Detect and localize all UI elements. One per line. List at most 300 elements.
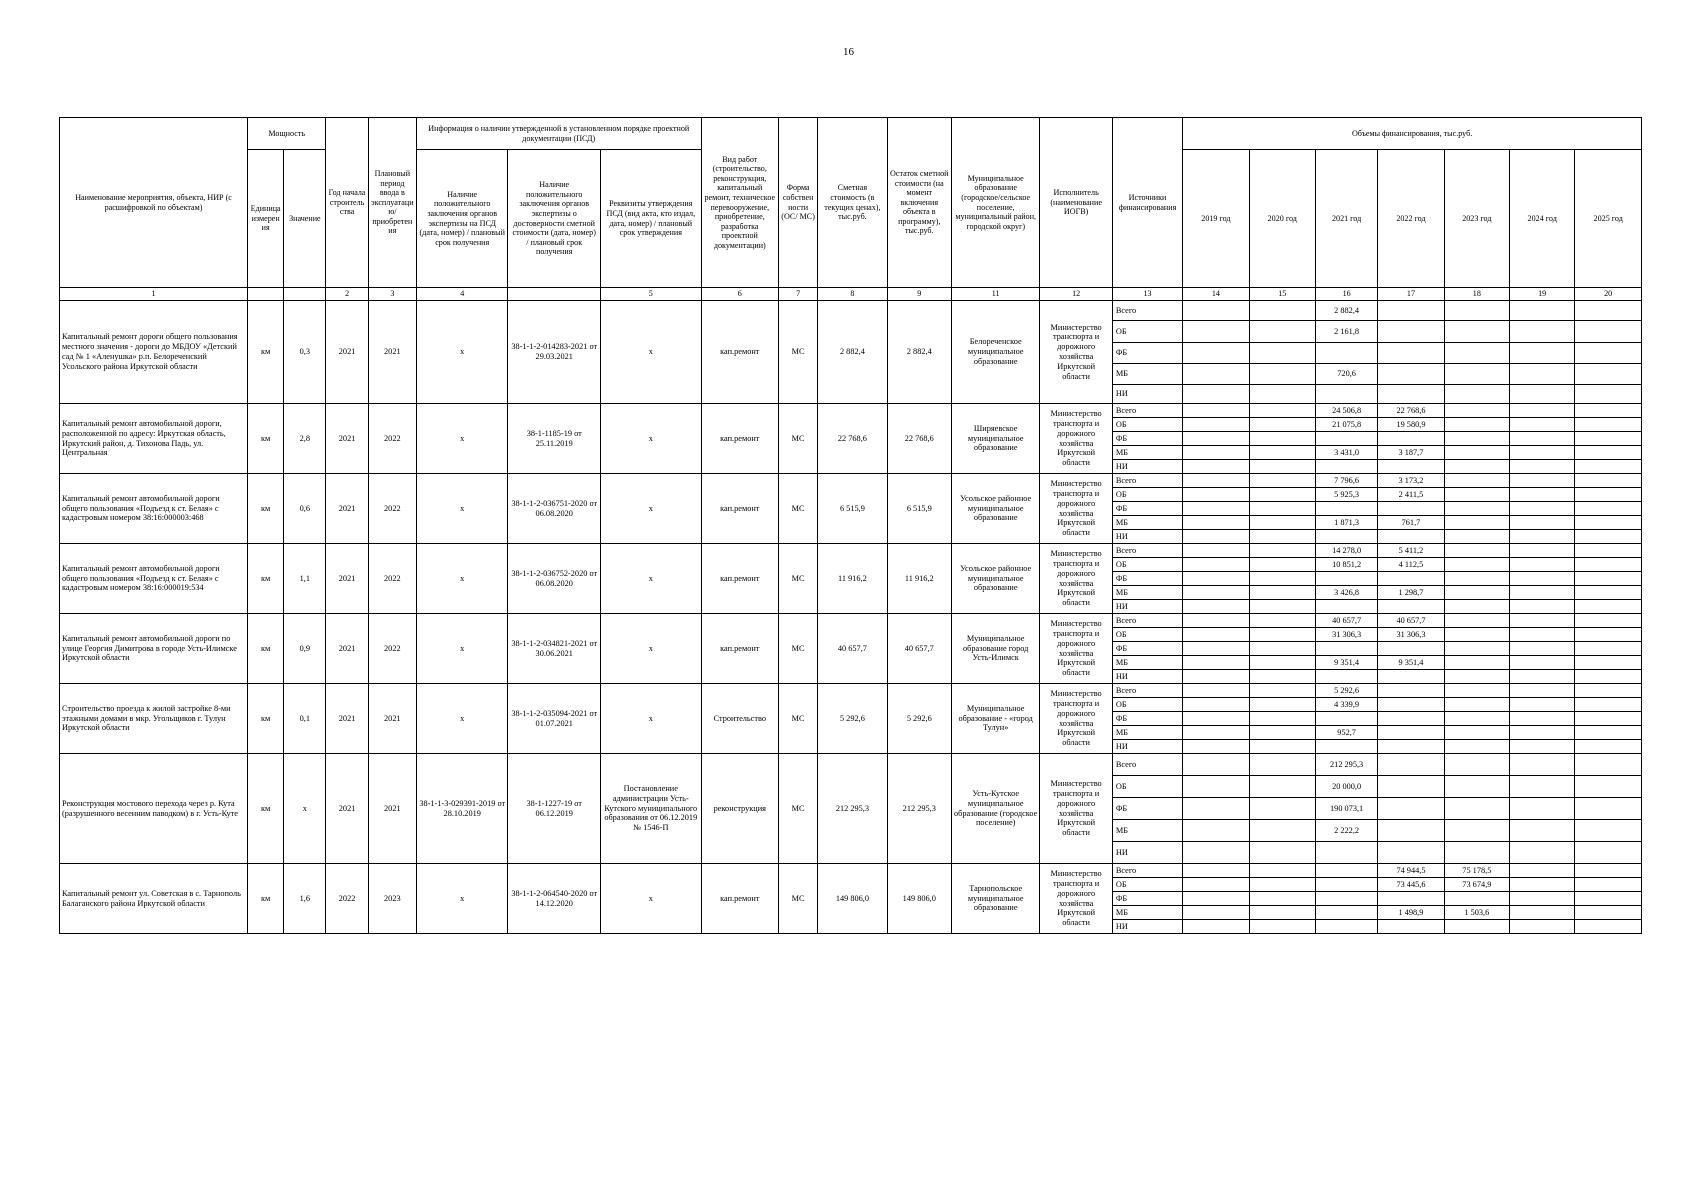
table-row bbox=[60, 684, 1642, 698]
funding-amount: 9 351,4 bbox=[1315, 656, 1377, 670]
funding-amount bbox=[1444, 488, 1509, 502]
funding-amount bbox=[1183, 726, 1249, 740]
funding-amount bbox=[1510, 864, 1575, 878]
funding-amount bbox=[1315, 864, 1377, 878]
page-number: 16 bbox=[843, 46, 854, 58]
funding-amount bbox=[1183, 684, 1249, 698]
funding-amount bbox=[1444, 586, 1509, 600]
column-number: 13 bbox=[1112, 288, 1182, 301]
funding-amount bbox=[1315, 343, 1377, 364]
funding-amount bbox=[1575, 740, 1642, 754]
funding-amount bbox=[1444, 474, 1509, 488]
psd-expertise-cell: х bbox=[416, 684, 508, 754]
funding-source-label: ОБ bbox=[1112, 321, 1182, 343]
funding-amount: 14 278,0 bbox=[1315, 544, 1377, 558]
column-number: 16 bbox=[1315, 288, 1377, 301]
funding-source-label: ОБ bbox=[1112, 878, 1182, 892]
funding-amount bbox=[1444, 670, 1509, 684]
header-sources: Источники финансирования bbox=[1112, 118, 1182, 288]
table-row bbox=[60, 864, 1642, 878]
funding-source-label: НИ bbox=[1112, 385, 1182, 404]
funding-amount bbox=[1378, 364, 1444, 385]
funding-amount bbox=[1378, 776, 1444, 798]
psd-approval-cell: х bbox=[600, 614, 701, 684]
funding-amount: 2 222,2 bbox=[1315, 820, 1377, 842]
funding-amount bbox=[1510, 754, 1575, 776]
funding-amount: 761,7 bbox=[1378, 516, 1444, 530]
funding-amount bbox=[1444, 404, 1509, 418]
year-start-cell: 2021 bbox=[326, 474, 368, 544]
planned-period-cell: 2023 bbox=[368, 864, 416, 934]
funding-amount bbox=[1378, 842, 1444, 864]
funding-amount bbox=[1575, 404, 1642, 418]
funding-amount bbox=[1249, 364, 1315, 385]
estimated-cost-cell: 11 916,2 bbox=[818, 544, 887, 614]
column-number: 19 bbox=[1510, 288, 1575, 301]
value-cell: 0,6 bbox=[284, 474, 326, 544]
funding-source-label: МБ bbox=[1112, 656, 1182, 670]
object-name: Строительство проезда к жилой застройке 8-ми этажными домами в мкр. Угольщиков г. Тулун Иркутской области bbox=[60, 684, 248, 754]
municipality-cell: Муниципальное образование город Усть-Илимск bbox=[951, 614, 1039, 684]
funding-amount bbox=[1575, 920, 1642, 934]
funding-source-label: ФБ bbox=[1112, 502, 1182, 516]
column-number: 14 bbox=[1183, 288, 1249, 301]
funding-amount bbox=[1183, 572, 1249, 586]
funding-amount bbox=[1378, 754, 1444, 776]
header-psd-group: Информация о наличии утвержденной в установленном порядке проектной документации (ПСД) bbox=[416, 118, 701, 150]
funding-amount bbox=[1510, 712, 1575, 726]
psd-expertise-cell: 38-1-1-3-029391-2019 от 28.10.2019 bbox=[416, 754, 508, 864]
funding-amount bbox=[1249, 600, 1315, 614]
remaining-cost-cell: 11 916,2 bbox=[887, 544, 951, 614]
funding-amount bbox=[1315, 906, 1377, 920]
work-type-cell: кап.ремонт bbox=[701, 404, 778, 474]
funding-amount: 1 298,7 bbox=[1378, 586, 1444, 600]
unit-cell: км bbox=[248, 544, 284, 614]
funding-amount bbox=[1378, 670, 1444, 684]
funding-amount bbox=[1510, 418, 1575, 432]
funding-amount bbox=[1510, 572, 1575, 586]
funding-amount bbox=[1183, 502, 1249, 516]
funding-amount bbox=[1575, 488, 1642, 502]
psd-expertise-cell: х bbox=[416, 864, 508, 934]
column-number: 4 bbox=[416, 288, 508, 301]
value-cell: 0,9 bbox=[284, 614, 326, 684]
table-row bbox=[60, 404, 1642, 418]
funding-amount bbox=[1510, 364, 1575, 385]
estimated-cost-cell: 6 515,9 bbox=[818, 474, 887, 544]
funding-amount bbox=[1378, 892, 1444, 906]
funding-amount bbox=[1510, 614, 1575, 628]
funding-amount bbox=[1249, 321, 1315, 343]
funding-amount: 4 112,5 bbox=[1378, 558, 1444, 572]
work-type-cell: кап.ремонт bbox=[701, 474, 778, 544]
funding-amount: 2 882,4 bbox=[1315, 301, 1377, 321]
funding-amount bbox=[1183, 474, 1249, 488]
funding-amount bbox=[1249, 614, 1315, 628]
header-year-2019: 2019 год bbox=[1183, 150, 1249, 288]
funding-amount bbox=[1575, 385, 1642, 404]
funding-amount bbox=[1575, 446, 1642, 460]
funding-amount: 5 292,6 bbox=[1315, 684, 1377, 698]
funding-amount bbox=[1510, 920, 1575, 934]
funding-amount bbox=[1510, 404, 1575, 418]
funding-amount bbox=[1510, 684, 1575, 698]
funding-amount bbox=[1444, 892, 1509, 906]
funding-amount: 5 411,2 bbox=[1378, 544, 1444, 558]
cost-expertise-cell: 38-1-1-2-036752-2020 от 06.08.2020 bbox=[508, 544, 601, 614]
funding-amount bbox=[1444, 418, 1509, 432]
funding-source-label: Всего bbox=[1112, 474, 1182, 488]
funding-amount bbox=[1444, 776, 1509, 798]
funding-amount bbox=[1183, 698, 1249, 712]
psd-approval-cell: х bbox=[600, 404, 701, 474]
column-number: 8 bbox=[818, 288, 887, 301]
planned-period-cell: 2021 bbox=[368, 754, 416, 864]
funding-source-label: МБ bbox=[1112, 726, 1182, 740]
funding-amount bbox=[1183, 878, 1249, 892]
table-body bbox=[60, 301, 1642, 934]
funding-amount bbox=[1444, 600, 1509, 614]
funding-amount bbox=[1378, 726, 1444, 740]
funding-amount bbox=[1575, 776, 1642, 798]
funding-amount bbox=[1510, 628, 1575, 642]
header-year-2021: 2021 год bbox=[1315, 150, 1377, 288]
funding-amount bbox=[1378, 820, 1444, 842]
funding-amount bbox=[1444, 920, 1509, 934]
funding-amount: 1 503,6 bbox=[1444, 906, 1509, 920]
funding-amount bbox=[1249, 516, 1315, 530]
header-remaining-cost: Остаток сметной стоимости (на момент включения объекта в программу), тыс.руб. bbox=[887, 118, 951, 288]
funding-amount bbox=[1510, 740, 1575, 754]
funding-amount bbox=[1315, 642, 1377, 656]
funding-source-label: МБ bbox=[1112, 364, 1182, 385]
funding-amount bbox=[1510, 301, 1575, 321]
executor-cell: Министерство транспорта и дорожного хозяйства Иркутской области bbox=[1040, 301, 1112, 404]
column-number: 2 bbox=[326, 288, 368, 301]
planned-period-cell: 2022 bbox=[368, 614, 416, 684]
estimated-cost-cell: 40 657,7 bbox=[818, 614, 887, 684]
funding-amount bbox=[1249, 572, 1315, 586]
funding-amount bbox=[1575, 698, 1642, 712]
funding-amount bbox=[1575, 712, 1642, 726]
funding-amount bbox=[1183, 600, 1249, 614]
funding-amount bbox=[1249, 656, 1315, 670]
funding-amount bbox=[1444, 614, 1509, 628]
table-row bbox=[60, 544, 1642, 558]
cost-expertise-cell: 38-1-1-2-035094-2021 от 01.07.2021 bbox=[508, 684, 601, 754]
funding-source-label: НИ bbox=[1112, 740, 1182, 754]
funding-amount: 4 339,9 bbox=[1315, 698, 1377, 712]
funding-amount bbox=[1315, 892, 1377, 906]
funding-amount: 75 178,5 bbox=[1444, 864, 1509, 878]
object-name: Капитальный ремонт автомобильной дороги общего пользования «Подъезд к ст. Белая» с кадастровым номером 38:16:000003:468 bbox=[60, 474, 248, 544]
funding-amount: 952,7 bbox=[1315, 726, 1377, 740]
funding-amount: 1 871,3 bbox=[1315, 516, 1377, 530]
header-capacity: Мощность bbox=[248, 118, 326, 150]
executor-cell: Министерство транспорта и дорожного хозяйства Иркутской области bbox=[1040, 404, 1112, 474]
funding-amount bbox=[1444, 842, 1509, 864]
funding-amount bbox=[1378, 642, 1444, 656]
object-name: Капитальный ремонт автомобильной дороги, расположенной по адресу: Иркутская область, Иркутский район, д. Тихонова Падь, ул. Центральная bbox=[60, 404, 248, 474]
header-executor: Исполнитель (наименование ИОГВ) bbox=[1040, 118, 1112, 288]
value-cell: 2,8 bbox=[284, 404, 326, 474]
funding-amount bbox=[1183, 460, 1249, 474]
funding-amount bbox=[1183, 530, 1249, 544]
funding-amount bbox=[1575, 642, 1642, 656]
column-number: 15 bbox=[1249, 288, 1315, 301]
year-start-cell: 2022 bbox=[326, 864, 368, 934]
header-year-2024: 2024 год bbox=[1510, 150, 1575, 288]
funding-amount bbox=[1378, 740, 1444, 754]
municipality-cell: Белореченское муниципальное образование bbox=[951, 301, 1039, 404]
funding-amount bbox=[1378, 600, 1444, 614]
funding-amount bbox=[1575, 864, 1642, 878]
cost-expertise-cell: 38-1-1-2-034821-2021 от 30.06.2021 bbox=[508, 614, 601, 684]
funding-amount bbox=[1510, 558, 1575, 572]
cost-expertise-cell: 38-1-1-2-036751-2020 от 06.08.2020 bbox=[508, 474, 601, 544]
column-number: 11 bbox=[951, 288, 1039, 301]
funding-amount bbox=[1249, 906, 1315, 920]
object-name: Капитальный ремонт дороги общего пользования местного значения - дороги до МБДОУ «Детский сад № 1 «Аленушка» р.п. Белореченский Усольского района Иркутской области bbox=[60, 301, 248, 404]
value-cell: 0,3 bbox=[284, 301, 326, 404]
column-number: 3 bbox=[368, 288, 416, 301]
funding-source-label: ФБ bbox=[1112, 432, 1182, 446]
funding-amount bbox=[1444, 321, 1509, 343]
funding-amount: 3 431,0 bbox=[1315, 446, 1377, 460]
funding-source-label: НИ bbox=[1112, 920, 1182, 934]
planned-period-cell: 2022 bbox=[368, 404, 416, 474]
funding-amount: 20 000,0 bbox=[1315, 776, 1377, 798]
funding-amount bbox=[1378, 684, 1444, 698]
funding-amount bbox=[1575, 878, 1642, 892]
funding-amount bbox=[1249, 460, 1315, 474]
funding-amount bbox=[1444, 628, 1509, 642]
remaining-cost-cell: 212 295,3 bbox=[887, 754, 951, 864]
header-cost-expertise: Наличие положительного заключения органов экспертизы о достоверности сметной стоимости (дата, номер) / плановый срок получения bbox=[508, 150, 601, 288]
funding-source-label: НИ bbox=[1112, 842, 1182, 864]
funding-amount: 21 075,8 bbox=[1315, 418, 1377, 432]
funding-amount bbox=[1315, 572, 1377, 586]
funding-amount bbox=[1249, 446, 1315, 460]
funding-amount bbox=[1183, 404, 1249, 418]
funding-amount bbox=[1510, 656, 1575, 670]
funding-source-label: ОБ bbox=[1112, 776, 1182, 798]
value-cell: х bbox=[284, 754, 326, 864]
funding-amount bbox=[1378, 698, 1444, 712]
funding-amount bbox=[1249, 798, 1315, 820]
funding-amount: 212 295,3 bbox=[1315, 754, 1377, 776]
column-number-row bbox=[60, 288, 1642, 301]
funding-amount bbox=[1378, 385, 1444, 404]
funding-amount bbox=[1575, 798, 1642, 820]
funding-amount bbox=[1510, 530, 1575, 544]
municipality-cell: Тарнопольское муниципальное образование bbox=[951, 864, 1039, 934]
funding-amount bbox=[1575, 842, 1642, 864]
funding-amount bbox=[1575, 343, 1642, 364]
table-row bbox=[60, 614, 1642, 628]
funding-amount bbox=[1315, 920, 1377, 934]
funding-amount: 24 506,8 bbox=[1315, 404, 1377, 418]
funding-amount bbox=[1183, 544, 1249, 558]
estimated-cost-cell: 5 292,6 bbox=[818, 684, 887, 754]
funding-amount bbox=[1510, 474, 1575, 488]
funding-amount: 3 173,2 bbox=[1378, 474, 1444, 488]
funding-amount bbox=[1315, 460, 1377, 474]
estimated-cost-cell: 149 806,0 bbox=[818, 864, 887, 934]
ownership-cell: МС bbox=[779, 301, 818, 404]
funding-amount bbox=[1249, 820, 1315, 842]
funding-amount bbox=[1575, 544, 1642, 558]
unit-cell: км bbox=[248, 301, 284, 404]
funding-amount bbox=[1315, 385, 1377, 404]
funding-amount bbox=[1315, 530, 1377, 544]
funding-amount bbox=[1444, 385, 1509, 404]
work-type-cell: кап.ремонт bbox=[701, 614, 778, 684]
funding-amount bbox=[1510, 698, 1575, 712]
funding-amount bbox=[1575, 572, 1642, 586]
funding-amount bbox=[1183, 656, 1249, 670]
funding-source-label: МБ bbox=[1112, 516, 1182, 530]
header-year-2020: 2020 год bbox=[1249, 150, 1315, 288]
estimated-cost-cell: 22 768,6 bbox=[818, 404, 887, 474]
funding-amount bbox=[1378, 572, 1444, 586]
year-start-cell: 2021 bbox=[326, 614, 368, 684]
psd-approval-cell: х bbox=[600, 684, 701, 754]
funding-amount bbox=[1183, 614, 1249, 628]
funding-amount bbox=[1249, 488, 1315, 502]
header-year-2023: 2023 год bbox=[1444, 150, 1509, 288]
object-name: Капитальный ремонт ул. Советская в с. Тарнополь Балаганского района Иркутской области bbox=[60, 864, 248, 934]
psd-approval-cell: х bbox=[600, 301, 701, 404]
funding-source-label: ОБ bbox=[1112, 488, 1182, 502]
funding-amount: 74 944,5 bbox=[1378, 864, 1444, 878]
funding-amount bbox=[1575, 820, 1642, 842]
funding-amount bbox=[1183, 842, 1249, 864]
funding-amount bbox=[1444, 432, 1509, 446]
funding-amount bbox=[1510, 820, 1575, 842]
header-name: Наименование мероприятия, объекта, НИР (с расшифровкой по объектам) bbox=[60, 118, 248, 288]
header-estimated-cost: Сметная стоимость (в текущих ценах), тыс.руб. bbox=[818, 118, 887, 288]
funding-amount bbox=[1183, 418, 1249, 432]
funding-amount bbox=[1249, 502, 1315, 516]
funding-amount bbox=[1444, 712, 1509, 726]
column-number: 7 bbox=[779, 288, 818, 301]
header-psd-expertise: Наличие положительного заключения органов экспертизы на ПСД (дата, номер) / плановый срок получения bbox=[416, 150, 508, 288]
funding-amount bbox=[1444, 446, 1509, 460]
table-row bbox=[60, 754, 1642, 776]
funding-amount bbox=[1444, 343, 1509, 364]
remaining-cost-cell: 40 657,7 bbox=[887, 614, 951, 684]
funding-source-label: ФБ bbox=[1112, 712, 1182, 726]
column-number: 12 bbox=[1040, 288, 1112, 301]
funding-source-label: Всего bbox=[1112, 614, 1182, 628]
funding-source-label: ОБ bbox=[1112, 558, 1182, 572]
header-work-type: Вид работ (строительство, реконструкция, капитальный ремонт, техническое перевооружение, приобретение, разработка проектной документации) bbox=[701, 118, 778, 288]
funding-source-label: Всего bbox=[1112, 301, 1182, 321]
funding-source-label: МБ bbox=[1112, 446, 1182, 460]
funding-amount bbox=[1444, 798, 1509, 820]
planned-period-cell: 2021 bbox=[368, 301, 416, 404]
funding-amount bbox=[1315, 842, 1377, 864]
planned-period-cell: 2021 bbox=[368, 684, 416, 754]
executor-cell: Министерство транспорта и дорожного хозяйства Иркутской области bbox=[1040, 474, 1112, 544]
psd-expertise-cell: х bbox=[416, 614, 508, 684]
funding-amount bbox=[1510, 385, 1575, 404]
financing-table bbox=[59, 117, 1642, 934]
cost-expertise-cell: 38-1-1-2-064540-2020 от 14.12.2020 bbox=[508, 864, 601, 934]
psd-expertise-cell: х bbox=[416, 474, 508, 544]
executor-cell: Министерство транспорта и дорожного хозяйства Иркутской области bbox=[1040, 754, 1112, 864]
funding-source-label: ФБ bbox=[1112, 343, 1182, 364]
unit-cell: км bbox=[248, 684, 284, 754]
funding-amount bbox=[1444, 572, 1509, 586]
funding-amount: 3 187,7 bbox=[1378, 446, 1444, 460]
funding-amount bbox=[1510, 586, 1575, 600]
funding-amount: 9 351,4 bbox=[1378, 656, 1444, 670]
object-name: Реконструкция мостового перехода через р. Кута (разрушенного весенним паводком) в г. Усть-Куте bbox=[60, 754, 248, 864]
funding-amount: 720,6 bbox=[1315, 364, 1377, 385]
work-type-cell: кап.ремонт bbox=[701, 544, 778, 614]
municipality-cell: Усольское районное муниципальное образование bbox=[951, 544, 1039, 614]
funding-source-label: Всего bbox=[1112, 684, 1182, 698]
executor-cell: Министерство транспорта и дорожного хозяйства Иркутской области bbox=[1040, 544, 1112, 614]
funding-amount bbox=[1510, 544, 1575, 558]
column-number bbox=[284, 288, 326, 301]
header-funding-group: Объемы финансирования, тыс.руб. bbox=[1183, 118, 1642, 150]
funding-amount bbox=[1183, 385, 1249, 404]
unit-cell: км bbox=[248, 404, 284, 474]
remaining-cost-cell: 2 882,4 bbox=[887, 301, 951, 404]
year-start-cell: 2021 bbox=[326, 544, 368, 614]
funding-amount bbox=[1444, 544, 1509, 558]
funding-amount bbox=[1249, 474, 1315, 488]
funding-amount bbox=[1378, 301, 1444, 321]
table-row bbox=[60, 301, 1642, 321]
funding-amount bbox=[1575, 502, 1642, 516]
funding-amount bbox=[1510, 502, 1575, 516]
funding-amount bbox=[1575, 474, 1642, 488]
funding-source-label: ОБ bbox=[1112, 698, 1182, 712]
remaining-cost-cell: 5 292,6 bbox=[887, 684, 951, 754]
year-start-cell: 2021 bbox=[326, 754, 368, 864]
funding-source-label: Всего bbox=[1112, 864, 1182, 878]
psd-approval-cell: х bbox=[600, 864, 701, 934]
column-number: 9 bbox=[887, 288, 951, 301]
funding-amount bbox=[1249, 558, 1315, 572]
funding-amount bbox=[1249, 343, 1315, 364]
funding-amount bbox=[1444, 820, 1509, 842]
funding-amount bbox=[1510, 670, 1575, 684]
funding-amount bbox=[1575, 530, 1642, 544]
funding-amount bbox=[1315, 670, 1377, 684]
work-type-cell: Строительство bbox=[701, 684, 778, 754]
funding-amount bbox=[1183, 906, 1249, 920]
psd-approval-cell: х bbox=[600, 544, 701, 614]
funding-amount bbox=[1378, 321, 1444, 343]
column-number: 1 bbox=[60, 288, 248, 301]
object-name: Капитальный ремонт автомобильной дороги общего пользования «Подъезд к ст. Белая» с кадастровым номером 38:16:000019:534 bbox=[60, 544, 248, 614]
funding-amount bbox=[1444, 726, 1509, 740]
funding-amount bbox=[1183, 864, 1249, 878]
funding-amount bbox=[1183, 740, 1249, 754]
funding-amount: 2 411,5 bbox=[1378, 488, 1444, 502]
funding-amount bbox=[1575, 586, 1642, 600]
funding-amount bbox=[1183, 776, 1249, 798]
funding-source-label: ОБ bbox=[1112, 418, 1182, 432]
column-number bbox=[248, 288, 284, 301]
funding-amount bbox=[1183, 712, 1249, 726]
